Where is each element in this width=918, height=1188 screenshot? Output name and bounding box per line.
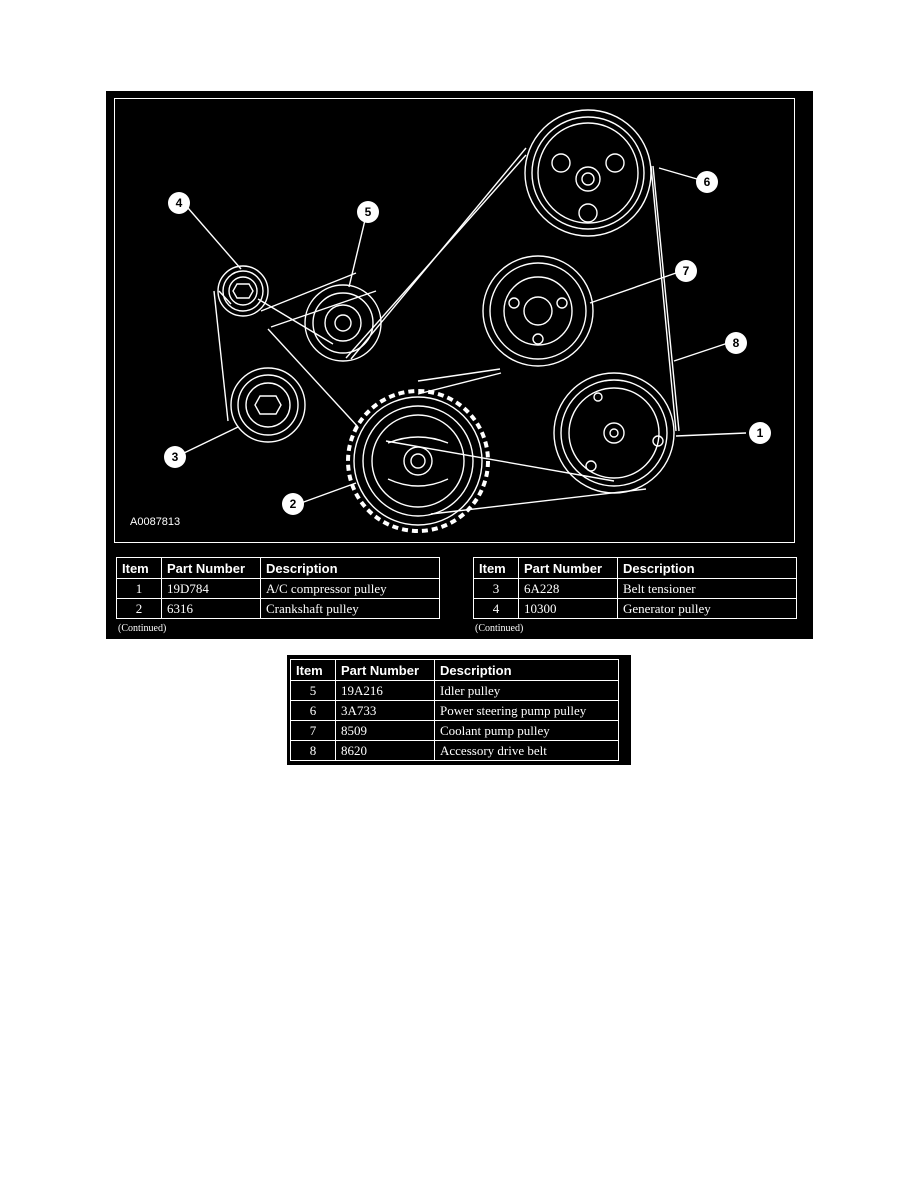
cell-description: Crankshaft pulley (261, 599, 440, 619)
callout-2 (282, 493, 304, 515)
cell-part-number: 3A733 (336, 701, 435, 721)
callout-3 (164, 446, 186, 468)
cell-description: Idler pulley (435, 681, 619, 701)
cell-description: Generator pulley (618, 599, 797, 619)
table-row (474, 579, 797, 599)
callout-leaders (184, 168, 746, 503)
header-item: Item (474, 558, 519, 579)
cell-item: 6 (291, 701, 336, 721)
continued-label: (Continued) (475, 623, 524, 634)
callout-4 (168, 192, 190, 214)
header-item: Item (117, 558, 162, 579)
cell-description: Power steering pump pulley (435, 701, 619, 721)
svg-text:2: 2 (289, 497, 297, 511)
table-row (117, 579, 440, 599)
table-header-row (117, 558, 440, 579)
table-row (474, 599, 797, 619)
parts-table-b (473, 557, 797, 619)
svg-text:8: 8 (732, 336, 740, 350)
parts-table-c (290, 659, 619, 761)
ac-compressor-pulley (554, 373, 674, 493)
table-row (291, 681, 619, 701)
cell-part-number: 8509 (336, 721, 435, 741)
cell-part-number: 10300 (519, 599, 618, 619)
header-part-number: Part Number (519, 558, 618, 579)
cell-part-number: 6316 (162, 599, 261, 619)
parts-table-continued-figure (287, 655, 631, 765)
header-description: Description (435, 660, 619, 681)
svg-text:7: 7 (682, 264, 690, 278)
diagram-figure (106, 91, 813, 639)
cell-item: 8 (291, 741, 336, 761)
svg-text:5: 5 (364, 205, 372, 219)
header-part-number: Part Number (162, 558, 261, 579)
cell-description: A/C compressor pulley (261, 579, 440, 599)
header-description: Description (618, 558, 797, 579)
cell-item: 4 (474, 599, 519, 619)
callout-7 (675, 260, 697, 282)
cell-part-number: 8620 (336, 741, 435, 761)
table-row (291, 721, 619, 741)
callout-1 (749, 422, 771, 444)
svg-text:6: 6 (703, 175, 711, 189)
svg-text:4: 4 (175, 196, 183, 210)
figure-id: A0087813 (130, 516, 181, 528)
callout-8 (725, 332, 747, 354)
callout-5 (357, 201, 379, 223)
cell-item: 3 (474, 579, 519, 599)
cell-description: Belt tensioner (618, 579, 797, 599)
table-header-row (291, 660, 619, 681)
header-description: Description (261, 558, 440, 579)
idler-pulley (305, 285, 381, 361)
table-row (117, 599, 440, 619)
cell-description: Accessory drive belt (435, 741, 619, 761)
header-part-number: Part Number (336, 660, 435, 681)
parts-table-a (116, 557, 440, 619)
callout-6 (696, 171, 718, 193)
power-steering-pump-pulley (525, 110, 651, 236)
cell-part-number: 19A216 (336, 681, 435, 701)
coolant-pump-pulley (483, 256, 593, 366)
header-item: Item (291, 660, 336, 681)
accessory-drive-belt (214, 148, 679, 514)
table-row (291, 701, 619, 721)
cell-item: 1 (117, 579, 162, 599)
continued-label: (Continued) (118, 623, 167, 634)
cell-description: Coolant pump pulley (435, 721, 619, 741)
cell-part-number: 6A228 (519, 579, 618, 599)
generator-pulley (218, 266, 268, 316)
cell-item: 7 (291, 721, 336, 741)
svg-text:1: 1 (756, 426, 764, 440)
cell-item: 2 (117, 599, 162, 619)
table-row (291, 741, 619, 761)
table-header-row (474, 558, 797, 579)
callout-markers (164, 171, 771, 515)
cell-part-number: 19D784 (162, 579, 261, 599)
belt-routing-diagram (106, 91, 813, 551)
crankshaft-pulley (348, 391, 488, 531)
svg-text:3: 3 (171, 450, 179, 464)
belt-tensioner (231, 368, 305, 442)
cell-item: 5 (291, 681, 336, 701)
